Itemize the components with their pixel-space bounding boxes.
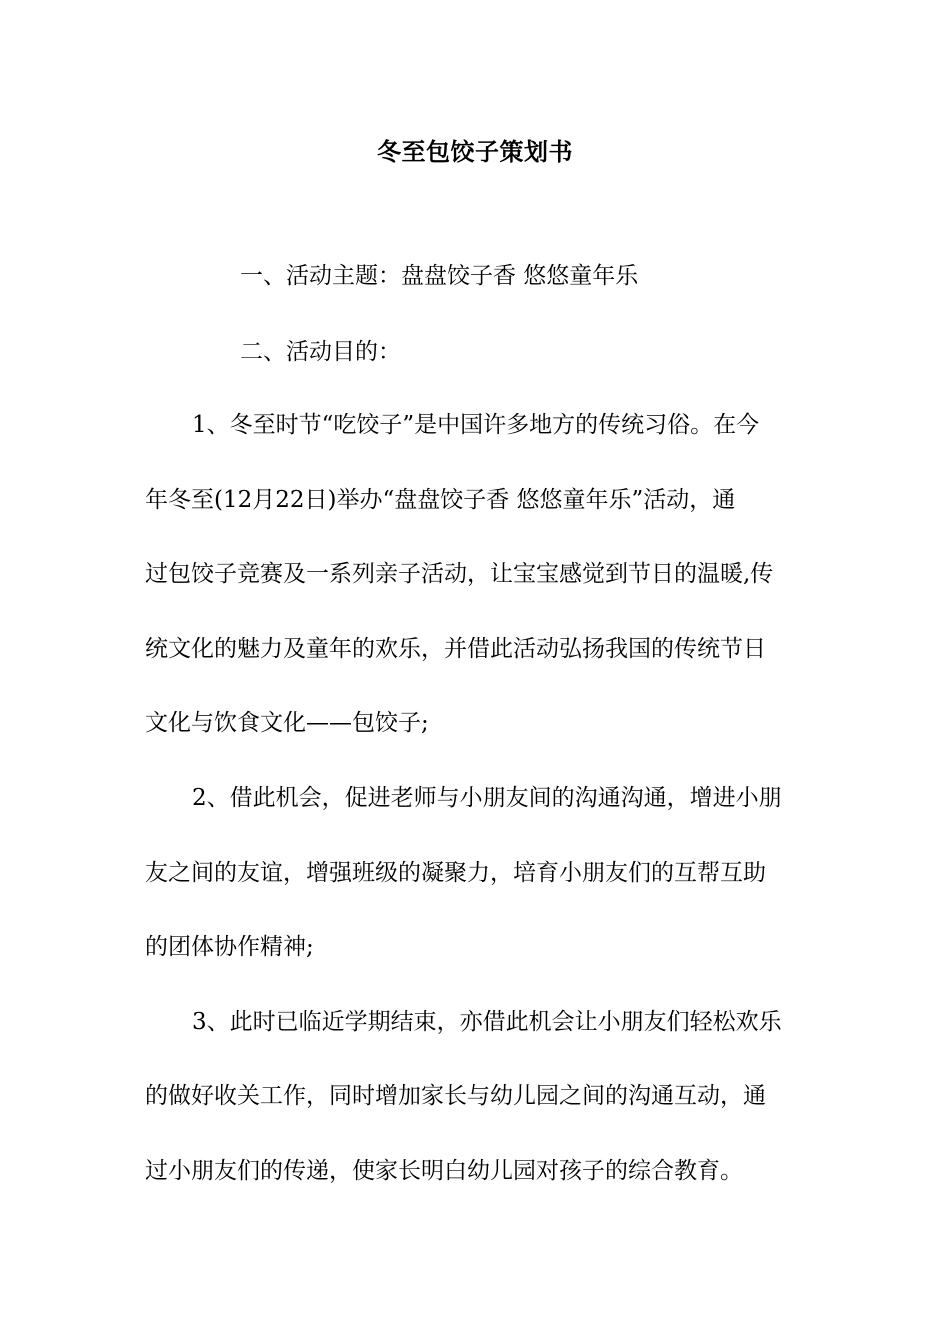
paragraph-2-line: 2、借此机会，促进老师与小朋友间的沟通沟通，增进小朋	[192, 785, 782, 811]
paragraph-3-line: 的做好收关工作，同时增加家长与幼儿园之间的沟通互动，通	[145, 1083, 766, 1109]
paragraph-3-line: 过小朋友们的传递，使家长明白幼儿园对孩子的综合教育。	[145, 1158, 743, 1184]
paragraph-1-line: 统文化的魅力及童年的欢乐，并借此活动弘扬我国的传统节日	[145, 636, 766, 662]
paragraph-1-line: 1、冬至时节“吃饺子”是中国许多地方的传统习俗。在今	[192, 412, 760, 438]
heading-activity-theme: 一、活动主题：盘盘饺子香 悠悠童年乐	[240, 263, 639, 289]
paragraph-2-line: 友之间的友谊，增强班级的凝聚力，培育小朋友们的互帮互助	[145, 860, 766, 886]
paragraph-3-line: 3、此时已临近学期结束，亦借此机会让小朋友们轻松欢乐	[192, 1009, 782, 1035]
document-title: 冬至包饺子策划书	[377, 138, 573, 166]
heading-activity-purpose: 二、活动目的：	[240, 339, 401, 365]
paragraph-1-line: 年冬至(12月22日)举办“盘盘饺子香 悠悠童年乐”活动，通	[145, 487, 736, 513]
paragraph-1-line: 文化与饮食文化——包饺子;	[145, 710, 429, 736]
paragraph-2-line: 的团体协作精神;	[145, 934, 314, 960]
paragraph-1-line: 过包饺子竞赛及一系列亲子活动，让宝宝感觉到节日的温暖,传	[145, 561, 774, 587]
